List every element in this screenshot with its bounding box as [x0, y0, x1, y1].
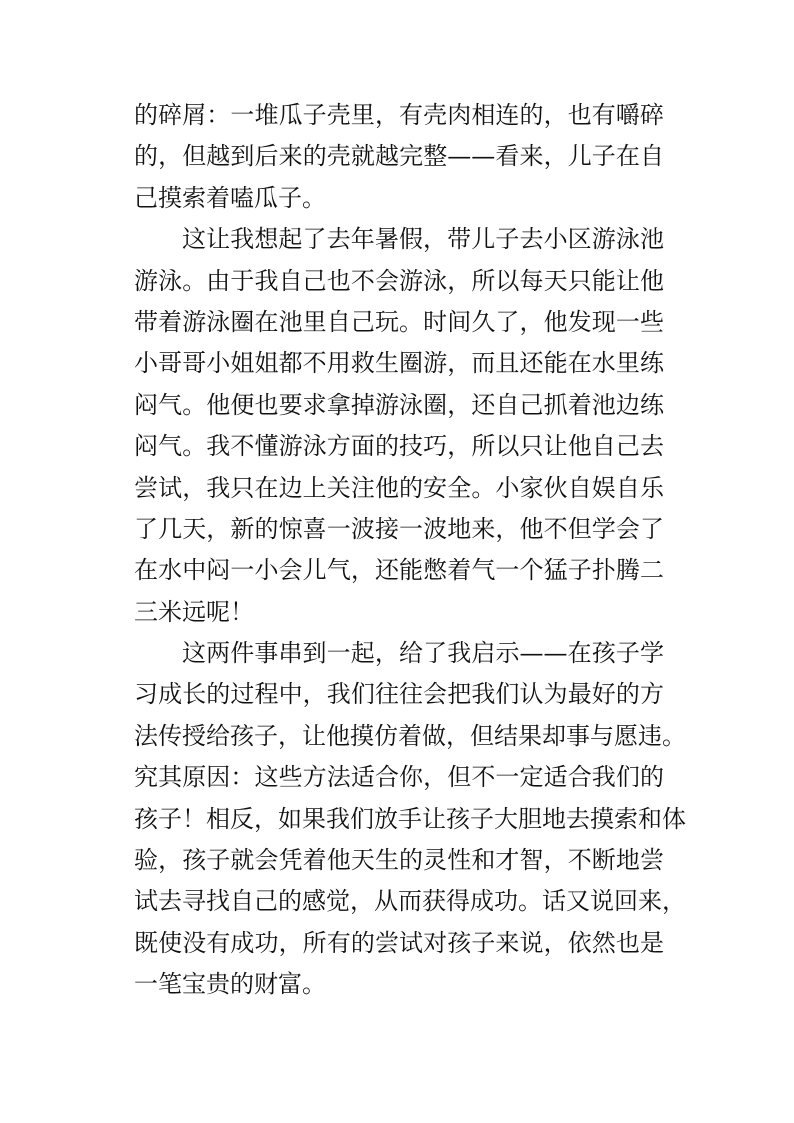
text-line: 这让我想起了去年暑假，带儿子去小区游泳池: [182, 225, 664, 254]
text-line: 了几天，新的惊喜一波接一波地来，他不但学会了: [134, 514, 664, 543]
text-line: 小哥哥小姐姐都不用救生圈游，而且还能在水里练: [134, 349, 664, 378]
text-line: 习成长的过程中，我们往往会把我们认为最好的方: [134, 680, 664, 709]
text-line: 的碎屑：一堆瓜子壳里，有壳肉相连的，也有嚼碎: [134, 101, 664, 129]
text-line: 带着游泳圈在池里自己玩。时间久了，他发现一些: [134, 307, 664, 336]
text-line: 试去寻找自己的感觉，从而获得成功。话又说回来，: [134, 887, 686, 916]
text-line: 究其原因：这些方法适合你，但不一定适合我们的: [134, 763, 664, 792]
text-line: 既使没有成功，所有的尝试对孩子来说，依然也是: [134, 928, 664, 957]
text-line: 一笔宝贵的财富。: [134, 970, 326, 999]
text-line: 闷气。他便也要求拿掉游泳圈，还自己抓着池边练: [134, 390, 664, 419]
text-line: 孩子！相反，如果我们放手让孩子大胆地去摸索和体: [134, 804, 686, 833]
text-line: 己摸索着嗑瓜子。: [134, 183, 326, 212]
text-line: 法传授给孩子，让他摸仿着做，但结果却事与愿违。: [134, 721, 686, 750]
text-line: 游泳。由于我自己也不会游泳，所以每天只能让他: [134, 266, 664, 295]
text-line: 在水中闷一小会儿气，还能憋着气一个猛子扑腾二: [134, 556, 664, 585]
text-line: 三米远呢！: [134, 597, 254, 626]
body-text: [134, 95, 686, 1006]
text-line: 尝试，我只在边上关注他的安全。小家伙自娱自乐: [134, 473, 664, 502]
text-line: 的，但越到后来的壳就越完整——看来，儿子在自: [134, 142, 664, 171]
text-line: 验，孩子就会凭着他天生的灵性和才智，不断地尝: [134, 846, 664, 875]
text-line: 闷气。我不懂游泳方面的技巧，所以只让他自己去: [134, 432, 664, 461]
text-line: 这两件事串到一起，给了我启示——在孩子学: [182, 639, 664, 668]
